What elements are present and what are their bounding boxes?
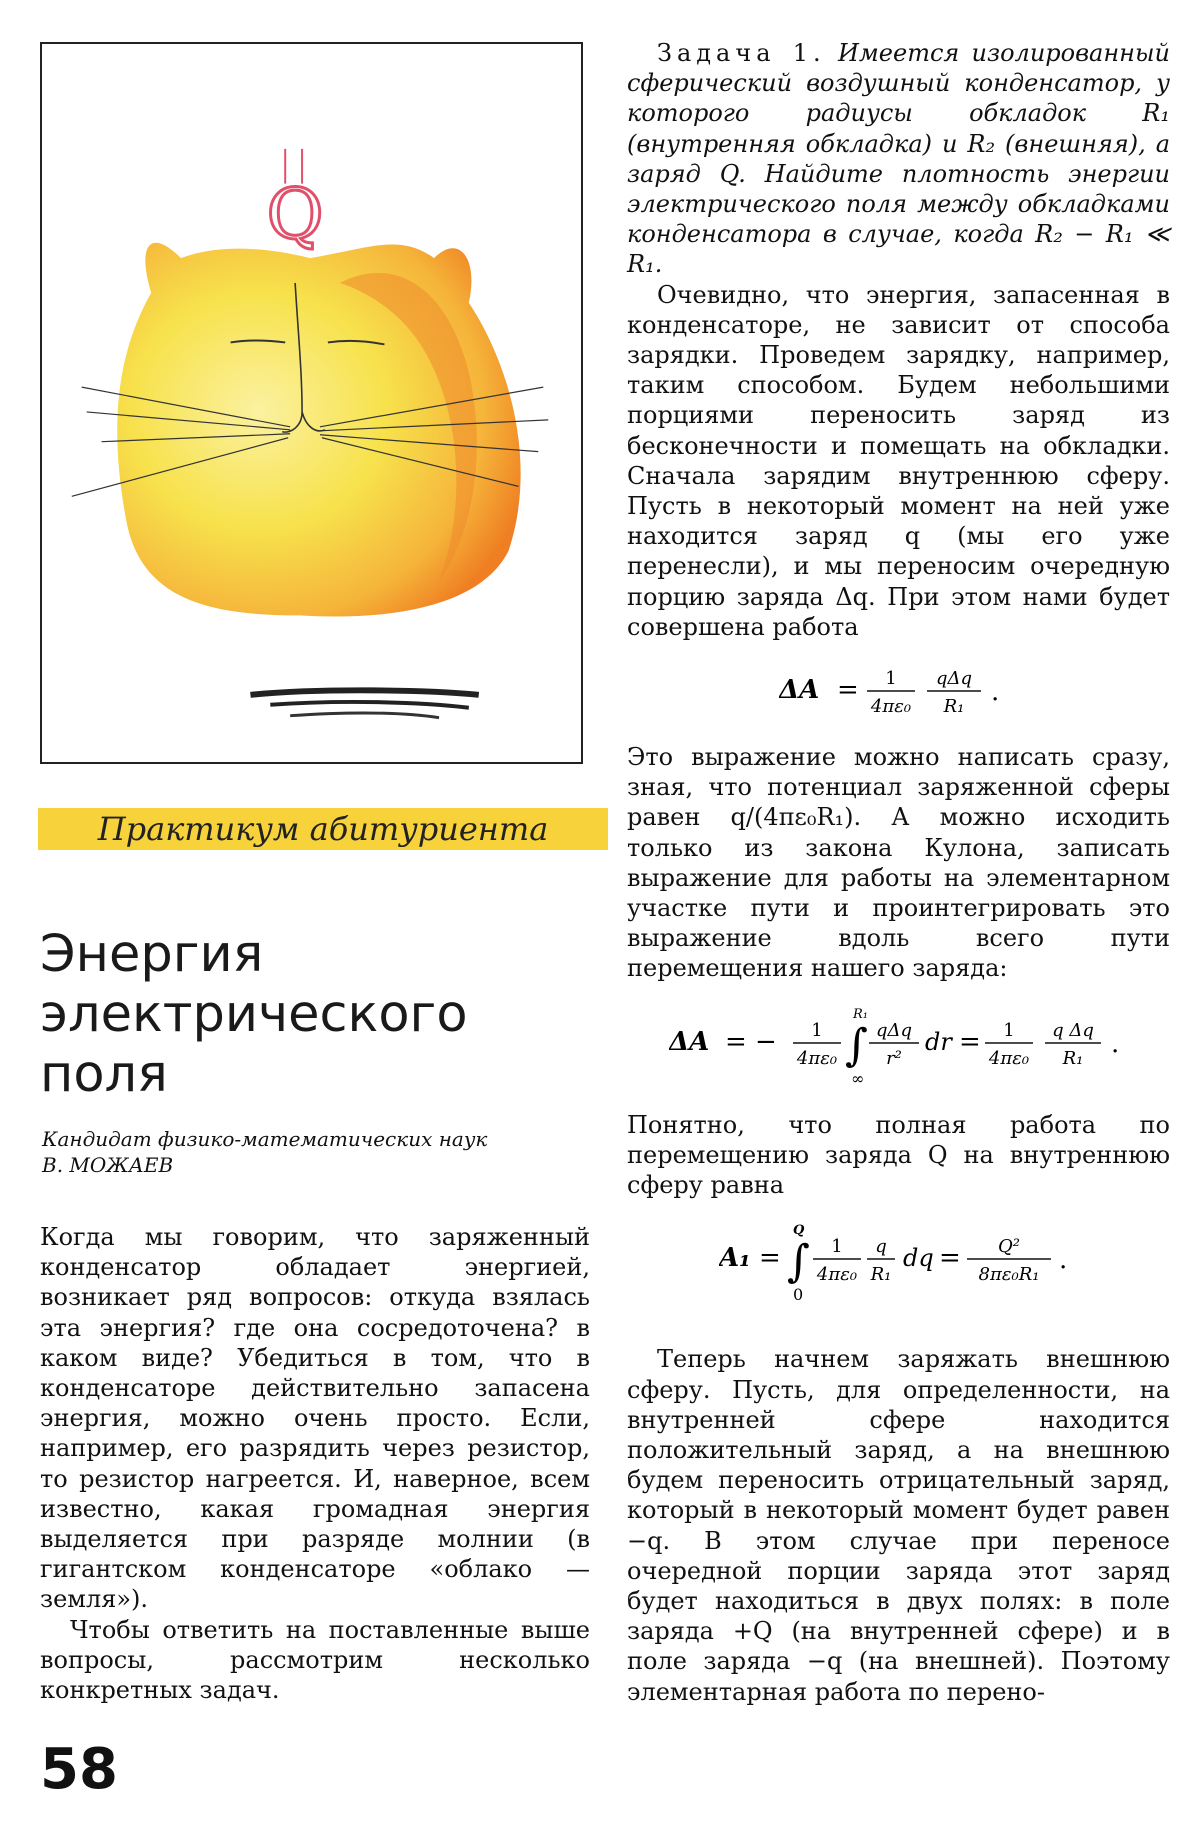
formula-2 (627, 1002, 1170, 1088)
task-label: Задача 1. (657, 39, 826, 67)
formula-den: 8πε₀R₁ (978, 1264, 1039, 1286)
formula-den: R₁ (870, 1264, 891, 1286)
formula-1 (627, 660, 1170, 720)
task-text: Имеется изолированный сферический воздушный конденсатор, у которого радиусы обкладок R₁ (внутренняя обкладка) и R₂ (внешняя), а заряд Q. Найдите плотность энергии электрического поля между обкладками конденсатора в случае, когда R₂ − R₁ ≪ R₁. (627, 39, 1170, 279)
formula-num: 1 (884, 668, 897, 690)
integral-sign: ∫ (844, 1019, 868, 1071)
formula-eq: = (958, 1026, 981, 1057)
author-credentials: Кандидат физико-математических наук (42, 1127, 488, 1151)
integral-lower: 0 (792, 1285, 803, 1305)
paragraph: Понятно, что полная работа по перемещению заряда Q на внутреннюю сферу равна (627, 1110, 1170, 1200)
right-column (627, 38, 1170, 1707)
formula-eq: = − (724, 1026, 777, 1057)
cat-illustration (40, 42, 583, 764)
formula-lhs: A₁ (718, 1243, 751, 1274)
cat-drawing (42, 44, 581, 762)
formula-dq: dq (902, 1244, 934, 1273)
formula-num: 1 (1002, 1019, 1015, 1041)
intro-paragraph: Чтобы ответить на поставленные выше вопросы, рассмотрим несколько конкретных задач. (40, 1615, 590, 1705)
formula-den: 4πε₀ (870, 696, 911, 718)
formula-end: . (990, 677, 999, 708)
formula-num: 1 (810, 1019, 823, 1041)
formula-eq: = (938, 1243, 961, 1274)
formula-den: 4πε₀ (816, 1264, 857, 1286)
formula-num: q Δq (1051, 1019, 1094, 1041)
formula-end: . (1058, 1245, 1067, 1276)
task-statement (627, 38, 1170, 280)
author-name: В. МОЖАЕВ (42, 1153, 174, 1177)
formula-den: r² (885, 1047, 902, 1069)
formula-num: Q² (997, 1236, 1020, 1258)
intro-paragraph: Когда мы говорим, что заряженный конденсатор обладает энергией, возникает ряд вопросов: откуда взялась эта энергия? где она сосредоточена? в каком виде? Убедиться в том, что в конденсаторе действительно запасена энергия, можно очень просто. Если, например, его разрядить через резистор, то резистор нагреется. И, наверное, всем известно, какая громадная энергия выделяется при разряде молнии (в гигантском конденсаторе «облако — земля»). (40, 1223, 590, 1614)
section-banner (38, 800, 608, 855)
formula-num: q (874, 1236, 887, 1258)
formula-3 (627, 1218, 1170, 1304)
formula-eq: = (758, 1243, 781, 1274)
banner-text: Практикум абитуриента (97, 810, 549, 848)
article-title (40, 925, 580, 1105)
formula-num: qΔq (935, 668, 972, 690)
integral-lower: ∞ (850, 1068, 864, 1088)
formula-lhs: ΔA (668, 1026, 709, 1057)
formula-eq: = (836, 675, 859, 706)
integral-upper: R₁ (852, 1006, 868, 1022)
formula-lhs: ΔA (778, 675, 819, 706)
paragraph: Это выражение можно написать сразу, зная, что потенциал заряженной сферы равен q/(4πε₀R₁). А можно исходить только из закона Кулона, записать выражение для работы на элементарном участке пути и проинтегрировать это выражение вдоль всего пути перемещения нашего заряда: (627, 743, 1170, 983)
formula-num: 1 (830, 1236, 843, 1258)
paragraph: Теперь начнем заряжать внешнюю сферу. Пусть, для определенности, на внутренней сфере находится положительный заряд, а на внешнюю будем переносить отрицательный заряд, который в некоторый момент будет равен −q. В этом случае при переносе очередной порции заряда этот заряд будет находиться в двух полях: в поле заряда +Q (на внутренней сфере) и в поле заряда −q (на внешней). Поэтому элементарная работа по перено- (627, 1345, 1170, 1706)
title-line: электрического (40, 985, 468, 1044)
title-line: поля (40, 1045, 168, 1104)
title-line: Энергия (40, 925, 264, 984)
formula-num: qΔq (875, 1019, 912, 1041)
integral-sign: ∫ (786, 1236, 810, 1288)
formula-dr: dr (924, 1027, 952, 1056)
formula-den: 4πε₀ (796, 1047, 837, 1069)
integral-upper: Q (792, 1223, 804, 1239)
formula-den: R₁ (1062, 1047, 1083, 1069)
letter-q: Q (266, 175, 324, 256)
formula-den: 4πε₀ (988, 1047, 1029, 1069)
author-byline (42, 1126, 582, 1178)
formula-den: R₁ (943, 696, 964, 718)
intro-text (40, 1222, 590, 1705)
formula-end: . (1110, 1028, 1119, 1059)
page-number: 58 (40, 1737, 118, 1802)
paragraph: Очевидно, что энергия, запасенная в конденсаторе, не зависит от способа зарядки. Проведем зарядку, например, таким способом. Будем небольшими порциями переносить заряд из бесконечности и помещать на обкладки. Сначала зарядим внутреннюю сферу. Пусть в некоторый момент на ней уже находится заряд q (мы его уже перенесли), и мы переносим очередную порцию заряда Δq. При этом нами будет совершена работа (627, 280, 1170, 641)
